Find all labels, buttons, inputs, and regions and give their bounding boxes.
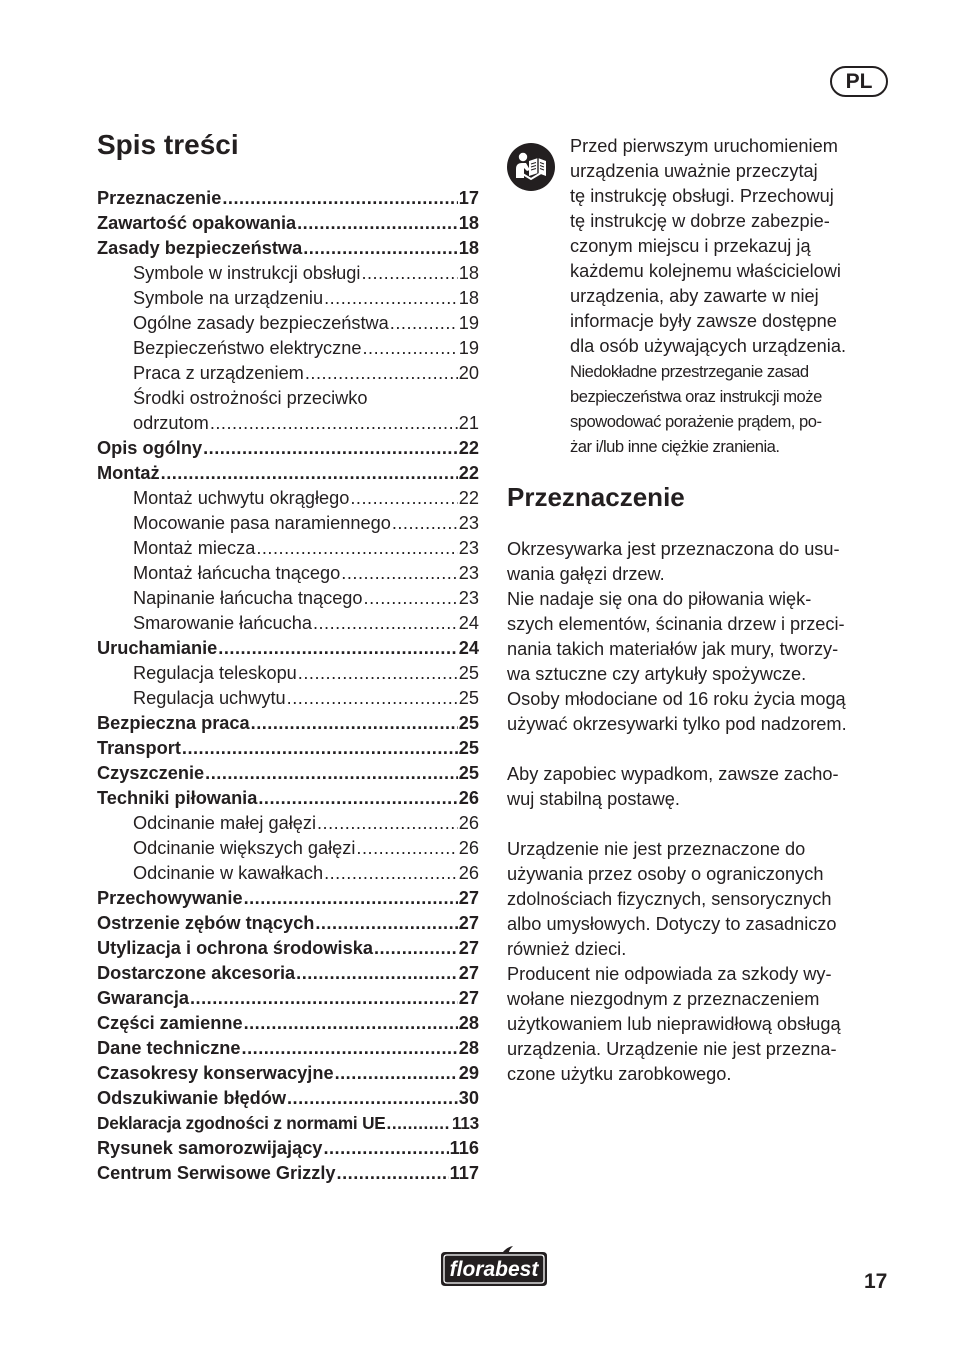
toc-entry (97, 636, 479, 661)
toc-entry-page: 22 (458, 488, 479, 508)
toc-title: Spis treści (97, 129, 239, 160)
paragraph-line: czone użytku zarobkowego. (507, 1064, 732, 1084)
toc-entry-page: 22 (458, 463, 479, 483)
toc-entry-title: Transport (97, 738, 181, 758)
toc-leader-dots (303, 236, 458, 261)
toc-entry-page: 27 (458, 963, 479, 983)
toc-leader-dots (390, 311, 458, 336)
intro-line: urządzenia, aby zawarte w niej (570, 286, 819, 306)
toc-entry-page: 30 (458, 1088, 479, 1108)
table-of-contents (97, 127, 479, 1186)
toc-subentry (97, 561, 479, 586)
toc-subentry (97, 411, 479, 436)
toc-entry-page: 18 (458, 288, 479, 308)
toc-list (97, 186, 479, 1186)
toc-entry-title: Przeznaczenie (97, 188, 222, 208)
intro-line: urządzenia uważnie przeczytaj (570, 161, 818, 181)
toc-entry-page: 18 (458, 238, 479, 258)
language-badge: PL (830, 66, 888, 97)
paragraph-line: używania przez osoby o ograniczonych (507, 864, 824, 884)
toc-entry (97, 961, 479, 986)
florabest-logo (437, 1244, 551, 1290)
toc-leader-dots (392, 511, 458, 536)
toc-entry-title: Centrum Serwisowe Grizzly (97, 1163, 336, 1183)
toc-entry-page: 23 (458, 538, 479, 558)
toc-subentry (97, 311, 479, 336)
toc-leader-dots (324, 286, 458, 311)
toc-entry-page: 23 (458, 563, 479, 583)
toc-entry-page: 20 (458, 363, 479, 383)
right-column (507, 134, 893, 1087)
toc-leader-dots (341, 561, 457, 586)
warning-line: spowodować porażenie prądem, po- (570, 412, 822, 431)
toc-entry (97, 886, 479, 911)
paragraph (507, 537, 893, 737)
toc-leader-dots (222, 186, 457, 211)
toc-leader-dots (205, 761, 458, 786)
toc-entry-page: 19 (458, 313, 479, 333)
toc-leader-dots (356, 836, 457, 861)
section-body (507, 537, 893, 1087)
toc-entry-page: 19 (458, 338, 479, 358)
toc-entry-title: Ogólne zasady bezpieczeństwa (133, 313, 389, 333)
toc-subentry (97, 536, 479, 561)
toc-leader-dots (244, 1011, 458, 1036)
toc-leader-dots (374, 936, 458, 961)
toc-entry-page: 17 (458, 188, 479, 208)
toc-entry-page: 28 (458, 1013, 479, 1033)
toc-entry-title: Symbole w instrukcji obsługi (133, 263, 361, 283)
intro-line: każdemu kolejnemu właścicielowi (570, 261, 841, 281)
toc-subentry (97, 686, 479, 711)
toc-subentry (97, 286, 479, 311)
toc-entry-title: Techniki piłowania (97, 788, 258, 808)
toc-entry (97, 761, 479, 786)
toc-leader-dots (364, 586, 458, 611)
toc-entry-page: 23 (458, 513, 479, 533)
toc-entry (97, 711, 479, 736)
paragraph-line: nania takich materiałów jak mury, tworzy- (507, 639, 839, 659)
toc-entry-title: Montaż łańcucha tnącego (133, 563, 341, 583)
paragraph (507, 837, 893, 1087)
toc-leader-dots (256, 536, 457, 561)
paragraph-line: zdolnościach fizycznych, sensorycznych (507, 889, 832, 909)
toc-leader-dots (287, 1086, 458, 1111)
toc-entry (97, 436, 479, 461)
toc-entry (97, 986, 479, 1011)
toc-entry-page: 117 (449, 1163, 479, 1183)
toc-entry-page: 26 (458, 813, 479, 833)
toc-entry (97, 461, 479, 486)
section-title: Przeznaczenie (507, 482, 685, 512)
toc-entry-page: 27 (458, 988, 479, 1008)
toc-entry-title: Odcinanie w kawałkach (133, 863, 324, 883)
toc-entry-title: Montaż (97, 463, 160, 483)
toc-entry-page: 27 (458, 938, 479, 958)
toc-entry-title: Odcinanie większych gałęzi (133, 838, 356, 858)
toc-entry-page: 21 (458, 413, 479, 433)
toc-entry-title: Symbole na urządzeniu (133, 288, 324, 308)
toc-entry-page: 18 (458, 213, 479, 233)
toc-entry-title: Czyszczenie (97, 763, 205, 783)
toc-entry-title: Utylizacja i ochrona środowiska (97, 938, 373, 958)
toc-leader-dots (182, 736, 458, 761)
toc-entry-title: Przechowywanie (97, 888, 243, 908)
toc-leader-dots (244, 886, 458, 911)
toc-entry-title: Opis ogólny (97, 438, 203, 458)
toc-entry-title: Zawartość opakowania (97, 213, 297, 233)
toc-entry-page: 24 (458, 613, 479, 633)
toc-entry-title: Gwarancja (97, 988, 189, 1008)
toc-entry-page: 113 (451, 1113, 479, 1133)
toc-entry (97, 911, 479, 936)
toc-leader-dots (361, 261, 457, 286)
paragraph-gap (507, 737, 893, 762)
paragraph-line: Nie nadaje się ona do piłowania więk- (507, 589, 812, 609)
intro-notice (570, 134, 893, 459)
intro-line: tę instrukcję w dobrze zabezpie- (570, 211, 830, 231)
toc-subentry (97, 261, 479, 286)
toc-leader-dots (305, 361, 458, 386)
paragraph-line: Urządzenie nie jest przeznaczone do (507, 839, 806, 859)
toc-entry-page: 24 (458, 638, 479, 658)
read-manual-icon (507, 143, 555, 191)
toc-entry-title: Regulacja teleskopu (133, 663, 297, 683)
toc-entry-page: 25 (458, 763, 479, 783)
toc-entry-page: 27 (458, 888, 479, 908)
paragraph-line: używać okrzesywarki tylko pod nadzorem. (507, 714, 847, 734)
toc-entry-title: Ostrzenie zębów tnących (97, 913, 315, 933)
toc-entry-title: Dane techniczne (97, 1038, 241, 1058)
toc-entry-page: 25 (458, 738, 479, 758)
toc-entry (97, 211, 479, 236)
toc-leader-dots (161, 461, 458, 486)
toc-entry-title: Odszukiwanie błędów (97, 1088, 286, 1108)
toc-leader-dots (287, 686, 458, 711)
toc-entry (97, 1086, 479, 1111)
paragraph-line: użytkowaniem lub nieprawidłową obsługą (507, 1014, 841, 1034)
paragraph-line: wuj stabilną postawę. (507, 789, 680, 809)
intro-line: Przed pierwszym uruchomieniem (570, 136, 838, 156)
paragraph-line: wa sztuczne czy artykuły spożywcze. (507, 664, 807, 684)
toc-leader-dots (313, 611, 458, 636)
toc-subentry (97, 361, 479, 386)
toc-leader-dots (298, 661, 458, 686)
toc-leader-dots (297, 211, 458, 236)
intro-line: tę instrukcję obsługi. Przechowuj (570, 186, 834, 206)
paragraph-line: urządzenia. Urządzenie nie jest przezna- (507, 1039, 837, 1059)
toc-entry-page: 18 (458, 263, 479, 283)
toc-subentry (97, 836, 479, 861)
intro-line: czonym miejscu i przekazuj ją (570, 236, 811, 256)
toc-entry-title: Zasady bezpieczeństwa (97, 238, 303, 258)
warning-line: Niedokładne przestrzeganie zasad (570, 362, 809, 381)
toc-entry-title: Rysunek samorozwijający (97, 1138, 323, 1158)
paragraph-line: Aby zapobiec wypadkom, zawsze zacho- (507, 764, 839, 784)
toc-entry-page: 25 (458, 688, 479, 708)
paragraph-gap (507, 812, 893, 837)
toc-entry-title: Bezpieczna praca (97, 713, 250, 733)
toc-entry-title: Mocowanie pasa naramiennego (133, 513, 391, 533)
toc-leader-dots (242, 1036, 458, 1061)
page-number: 17 (864, 1270, 888, 1293)
toc-entry-page: 26 (458, 838, 479, 858)
toc-entry-title: Deklaracja zgodności z normami UE (97, 1113, 386, 1133)
toc-entry-title: Napinanie łańcucha tnącego (133, 588, 363, 608)
toc-subentry (97, 611, 479, 636)
toc-leader-dots (258, 786, 457, 811)
toc-entry-title: Montaż uchwytu okrągłego (133, 488, 350, 508)
toc-entry (97, 236, 479, 261)
paragraph-line: Osoby młodociane od 16 roku życia mogą (507, 689, 846, 709)
toc-subentry (97, 811, 479, 836)
toc-leader-dots (296, 961, 458, 986)
toc-subentry (97, 586, 479, 611)
toc-entry-page: 26 (458, 788, 479, 808)
toc-entry (97, 1061, 479, 1086)
paragraph-line: szych elementów, ścinania drzew i przeci- (507, 614, 845, 634)
toc-entry-title: Smarowanie łańcucha (133, 613, 312, 633)
warning-line: bezpieczeństwa oraz instrukcji może (570, 387, 822, 406)
toc-leader-dots (203, 436, 458, 461)
toc-leader-dots (324, 861, 458, 886)
toc-entry-title: Części zamienne (97, 1013, 243, 1033)
toc-leader-dots (315, 911, 457, 936)
toc-subentry (97, 861, 479, 886)
toc-leader-dots (362, 336, 457, 361)
toc-leader-dots (337, 1161, 449, 1186)
paragraph-line: Producent nie odpowiada za szkody wy- (507, 964, 832, 984)
paragraph (507, 762, 893, 812)
toc-entry-title: Odcinanie małej gałęzi (133, 813, 316, 833)
toc-entry-title: Uruchamianie (97, 638, 218, 658)
toc-entry-page: 28 (458, 1038, 479, 1058)
toc-entry (97, 936, 479, 961)
toc-entry-page: 29 (458, 1063, 479, 1083)
toc-leader-dots (335, 1061, 458, 1086)
toc-entry (97, 1136, 479, 1161)
paragraph-line: wołane niezgodnym z przeznaczeniem (507, 989, 820, 1009)
toc-leader-dots (350, 486, 457, 511)
toc-entry-title: Czasokresy konserwacyjne (97, 1063, 334, 1083)
toc-leader-dots (190, 986, 458, 1011)
toc-entry-title: Praca z urządzeniem (133, 363, 304, 383)
toc-entry-title: odrzutom (133, 413, 209, 433)
toc-subentry (97, 486, 479, 511)
toc-entry (97, 1161, 479, 1186)
toc-entry (97, 786, 479, 811)
paragraph-line: wania gałęzi drzew. (507, 564, 665, 584)
toc-leader-dots (251, 711, 458, 736)
toc-leader-dots (218, 636, 457, 661)
paragraph-line: Okrzesywarka jest przeznaczona do usu- (507, 539, 840, 559)
toc-subentry (97, 511, 479, 536)
intro-line: informacje były zawsze dostępne (570, 311, 837, 331)
toc-entry-page: 25 (458, 663, 479, 683)
paragraph-line: albo umysłowych. Dotyczy to zasadniczo (507, 914, 837, 934)
toc-entry (97, 1036, 479, 1061)
toc-entry-page: 116 (449, 1138, 479, 1158)
toc-entry (97, 1011, 479, 1036)
toc-entry-title: Dostarczone akcesoria (97, 963, 296, 983)
toc-entry (97, 186, 479, 211)
paragraph-line: również dzieci. (507, 939, 627, 959)
toc-entry-title: Regulacja uchwytu (133, 688, 286, 708)
toc-entry-page: 25 (458, 713, 479, 733)
logo-text: florabest (449, 1258, 539, 1281)
intro-line: dla osób używających urządzenia. (570, 336, 847, 356)
toc-leader-dots (323, 1136, 448, 1161)
toc-subentry (97, 336, 479, 361)
toc-entry-page: 27 (458, 913, 479, 933)
toc-subentry (97, 661, 479, 686)
toc-entry-page: 23 (458, 588, 479, 608)
toc-entry (97, 736, 479, 761)
toc-entry (97, 1111, 479, 1136)
toc-entry-title: Bezpieczeństwo elektryczne (133, 338, 362, 358)
toc-leader-dots (317, 811, 458, 836)
toc-entry-title: Montaż miecza (133, 538, 256, 558)
toc-entry-page: 22 (458, 438, 479, 458)
toc-leader-dots (210, 411, 458, 436)
toc-entry-page: 26 (458, 863, 479, 883)
toc-leader-dots (387, 1111, 451, 1136)
warning-line: żar i/lub inne ciężkie zranienia. (570, 437, 780, 456)
toc-entry-continued: Środki ostrożności przeciwko (133, 388, 368, 408)
